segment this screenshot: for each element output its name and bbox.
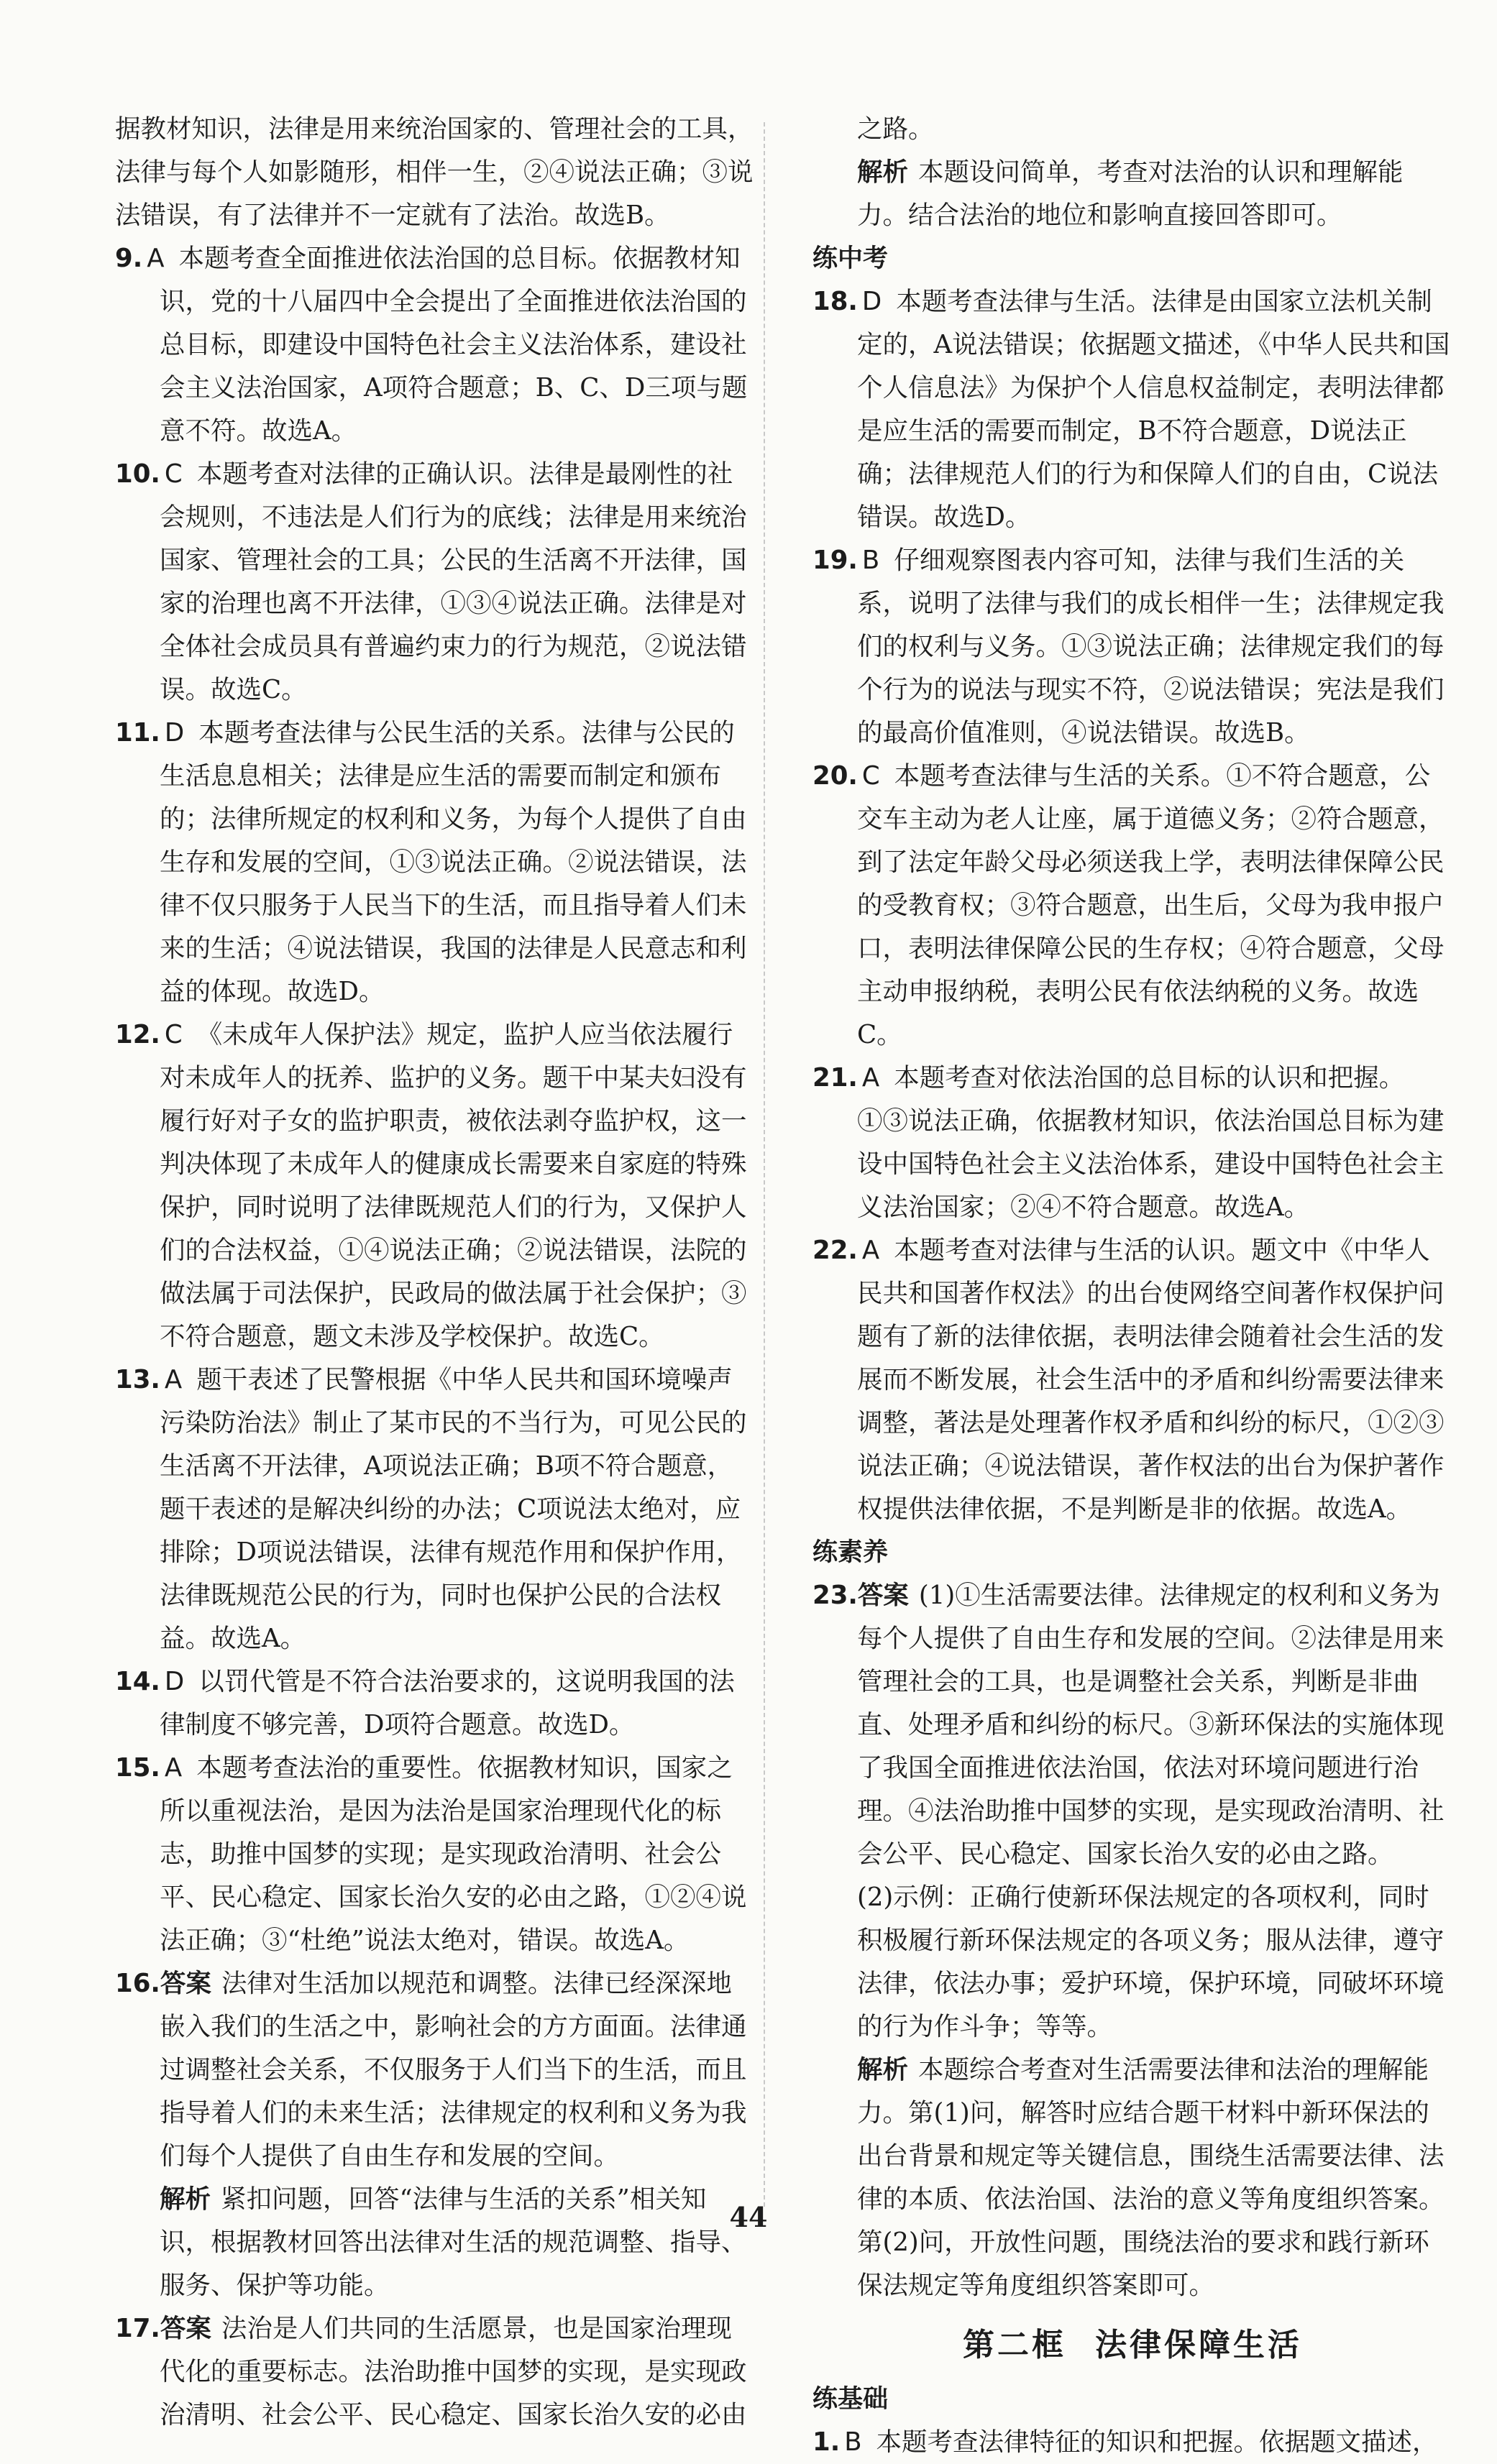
answer-item-20: [812, 755, 1452, 1057]
item-number: 18.: [812, 287, 858, 316]
item-answer: C: [164, 459, 183, 489]
item-explanation: 本题考查法律与生活。法律是由国家立法机关制定的，A说法错误；依据题文描述，《中华人民共和国个人信息法》为保护个人信息权益制定，表明法律都是应生活的需要而制定，B不符合题意，D说法正确；法律规范人们的行为和保障人们的自由，C说法错误。故选D。: [857, 287, 1450, 532]
item-number: 22.: [812, 1236, 858, 1265]
answer-part-2: (2)示例：正确行使新环保法规定的各项权利，同时积极履行新环保法规定的各项义务；服从法律，遵守法律，依法办事；爱护环境，保护环境，同破坏环境的行为作斗争；等等。: [857, 1883, 1445, 2041]
item-answer: A: [861, 1236, 880, 1265]
answer-item-23: [812, 1574, 1452, 1876]
item-answer: D: [164, 718, 185, 748]
answer-item-1: [812, 2421, 1452, 2464]
analysis-17: [812, 151, 1452, 237]
item-explanation: 题干表述了民警根据《中华人民共和国环境噪声污染防治法》制止了某市民的不当行为，可见公民的生活离不开法律，A项说法正确；B项不符合题意，题干表述的是解决纠纷的办法；C项说法太绝对，应排除；D项说法错误，法律有规范作用和保护作用，法律既规范公民的行为，同时也保护公民的合法权益。故选A。: [160, 1365, 747, 1653]
item-answer: C: [861, 761, 880, 791]
item-answer: A: [147, 244, 165, 273]
analysis-label: 解析: [857, 2055, 909, 2084]
item-number: 14.: [115, 1667, 160, 1696]
answer-item-19: [812, 539, 1452, 755]
answer-17-continued: 之路。: [857, 114, 934, 144]
item-explanation: 本题考查对法律与生活的认识。题文中《中华人民共和国著作权法》的出台使网络空间著作权保护问题有了新的法律依据，表明法律会随着社会生活的发展而不断发展，社会生活中的矛盾和纠纷需要法律来调整，著法是处理著作权矛盾和纠纷的标尺，①②③说法正确；④说法错误，著作权法的出台为保护著作权提供法律依据，不是判断是非的依据。故选A。: [857, 1236, 1445, 1524]
answer-item-11: [115, 712, 755, 1013]
analysis-16: [115, 2178, 755, 2307]
answer-item-22: [812, 1229, 1452, 1531]
answer-label: 答案: [160, 2314, 211, 2343]
right-column: [812, 108, 1452, 2464]
item-answer: D: [164, 1667, 185, 1696]
item-number: 10.: [115, 459, 160, 489]
answer-item-9: [115, 237, 755, 453]
item-number: 9.: [115, 244, 143, 273]
answer-item-18: [812, 280, 1452, 539]
item-number: 21.: [812, 1063, 858, 1093]
item-number: 12.: [115, 1020, 160, 1049]
item-number: 15.: [115, 1753, 160, 1783]
answer-label: 答案: [160, 1969, 211, 1998]
item-answer: B: [861, 546, 880, 575]
analysis-23: [812, 2049, 1452, 2307]
page-number: 44: [729, 2201, 768, 2233]
item-explanation: 本题考查全面推进依法治国的总目标。依据教材知识，党的十八届四中全会提出了全面推进依法治国的总目标，即建设中国特色社会主义法治体系，建设社会主义法治国家，A项符合题意；B、C、D三项与题意不符。故选A。: [160, 244, 748, 446]
frame-title: [812, 2320, 1452, 2371]
item-explanation: 以罚代管是不符合法治要求的，这说明我国的法律制度不够完善，D项符合题意。故选D。: [160, 1667, 735, 1739]
item-explanation: 本题考查法治的重要性。依据教材知识，国家之所以重视法治，是因为法治是国家治理现代化的标志，助推中国梦的实现；是实现政治清明、社会公平、民心稳定、国家长治久安的必由之路，①②④说法正确；③“杜绝”说法太绝对，错误。故选A。: [160, 1753, 747, 1955]
answer-item-16: [115, 1962, 755, 2178]
item-number: 17.: [115, 2314, 160, 2343]
column-divider: [764, 122, 765, 2207]
item-explanation: 本题考查对法律的正确认识。法律是最刚性的社会规则，不违法是人们行为的底线；法律是用来统治国家、管理社会的工具；公民的生活离不开法律，国家的治理也离不开法律，①③④说法正确。法律是对全体社会成员具有普遍约束力的行为规范，②说法错误。故选C。: [160, 459, 747, 704]
answer-text: 法治是人们共同的生活愿景，也是国家治理现代化的重要标志。法治助推中国梦的实现，是实现政治清明、社会公平、民心稳定、国家长治久安的必由: [160, 2314, 747, 2429]
item-answer: C: [164, 1020, 183, 1049]
answer-item-17: [115, 2307, 755, 2437]
left-column: [115, 108, 755, 2437]
item-answer: B: [844, 2427, 862, 2457]
item-answer: A: [861, 1063, 880, 1093]
item-answer: A: [164, 1365, 183, 1394]
section-heading-suyang: 练素养: [812, 1538, 889, 1567]
answer-item-14: [115, 1660, 755, 1747]
answer-item-13: [115, 1359, 755, 1660]
analysis-text: 本题综合考查对生活需要法律和法治的理解能力。第(1)问，解答时应结合题干材料中新环保法的出台背景和规定等关键信息，围绕生活需要法律、法律的本质、依法治国、法治的意义等角度组织答案。第(2)问，开放性问题，围绕法治的要求和践行新环保法规定等角度组织答案即可。: [857, 2055, 1445, 2300]
item-explanation: 仔细观察图表内容可知，法律与我们生活的关系，说明了法律与我们的成长相伴一生；法律规定我们的权利与义务。①③说法正确；法律规定我们的每个行为的说法与现实不符，②说法错误；宪法是我们的最高价值准则，④说法错误。故选B。: [857, 546, 1445, 748]
item-number: 11.: [115, 718, 160, 748]
answer-item-12: [115, 1013, 755, 1359]
item-number: 19.: [812, 546, 858, 575]
item-number: 20.: [812, 761, 858, 791]
analysis-label: 解析: [857, 157, 909, 187]
section-heading-zhongkao: 练中考: [812, 244, 889, 273]
frame-title-text: 法律保障生活: [1095, 2327, 1302, 2363]
section-heading-jichu: 练基础: [812, 2385, 889, 2414]
answer-label: 答案: [857, 1581, 909, 1610]
answer-part-1: (1)①生活需要法律。法律规定的权利和义务为每个人提供了自由生存和发展的空间。②法律是用来管理社会的工具，也是调整社会关系，判断是非曲直、处理矛盾和纠纷的标尺。③新环保法的实施体现了我国全面推进依法治国，依法对环境问题进行治理。④法治助推中国梦的实现，是实现政治清明、社会公平、民心稳定、国家长治久安的必由之路。: [857, 1581, 1445, 1869]
item-number: 1.: [812, 2427, 841, 2457]
analysis-text: 本题设问简单，考查对法治的认识和理解能力。结合法治的地位和影响直接回答即可。: [857, 157, 1404, 230]
answer-item-10: [115, 453, 755, 712]
item-answer: D: [861, 287, 882, 316]
item-number: 16.: [115, 1969, 160, 1998]
analysis-label: 解析: [160, 2184, 211, 2214]
item-number: 13.: [115, 1365, 160, 1394]
continued-text: 据教材知识，法律是用来统治国家的、管理社会的工具，法律与每个人如影随形，相伴一生，②④说法正确；③说法错误，有了法律并不一定就有了法治。故选B。: [115, 114, 754, 230]
item-explanation: 本题考查法律与生活的关系。①不符合题意，公交车主动为老人让座，属于道德义务；②符合题意，到了法定年龄父母必须送我上学，表明法律保障公民的受教育权；③符合题意，出生后，父母为我申报户口，表明法律保障公民的生存权；④符合题意，父母主动申报纳税，表明公民有依法纳税的义务。故选C。: [857, 761, 1445, 1049]
item-explanation: 本题考查法律特征的知识和把握。依据题文描述，: [876, 2427, 1438, 2457]
item-number: 23.: [812, 1581, 858, 1610]
answer-item-15: [115, 1747, 755, 1962]
item-answer: A: [164, 1753, 183, 1783]
frame-title-number: 第二框: [963, 2327, 1066, 2363]
analysis-text: 紧扣问题，回答“法律与生活的关系”相关知识，根据教材回答出法律对生活的规范调整、指导、服务、保护等功能。: [160, 2184, 747, 2300]
item-explanation: 《未成年人保护法》规定，监护人应当依法履行对未成年人的抚养、监护的义务。题干中某夫妇没有履行好对子女的监护职责，被依法剥夺监护权，这一判决体现了未成年人的健康成长需要来自家庭的特殊保护，同时说明了法律既规范人们的行为，又保护人们的合法权益，①④说法正确；②说法错误，法院的做法属于司法保护，民政局的做法属于社会保护；③不符合题意，题文未涉及学校保护。故选C。: [160, 1020, 747, 1351]
item-explanation: 本题考查法律与公民生活的关系。法律与公民的生活息息相关；法律是应生活的需要而制定和颁布的；法律所规定的权利和义务，为每个人提供了自由生存和发展的空间，①③说法正确。②说法错误，法律不仅只服务于人民当下的生活，而且指导着人们未来的生活；④说法错误，我国的法律是人民意志和利益的体现。故选D。: [160, 718, 747, 1006]
item-explanation: 本题考查对依法治国的总目标的认识和把握。①③说法正确，依据教材知识，依法治国总目标为建设中国特色社会主义法治体系，建设中国特色社会主义法治国家；②④不符合题意。故选A。: [857, 1063, 1445, 1222]
answer-item-21: [812, 1057, 1452, 1229]
answer-text: 法律对生活加以规范和调整。法律已经深深地嵌入我们的生活之中，影响社会的方方面面。法律通过调整社会关系，不仅服务于人们当下的生活，而且指导着人们的未来生活；法律规定的权利和义务为我们每个人提供了自由生存和发展的空间。: [160, 1969, 747, 2171]
